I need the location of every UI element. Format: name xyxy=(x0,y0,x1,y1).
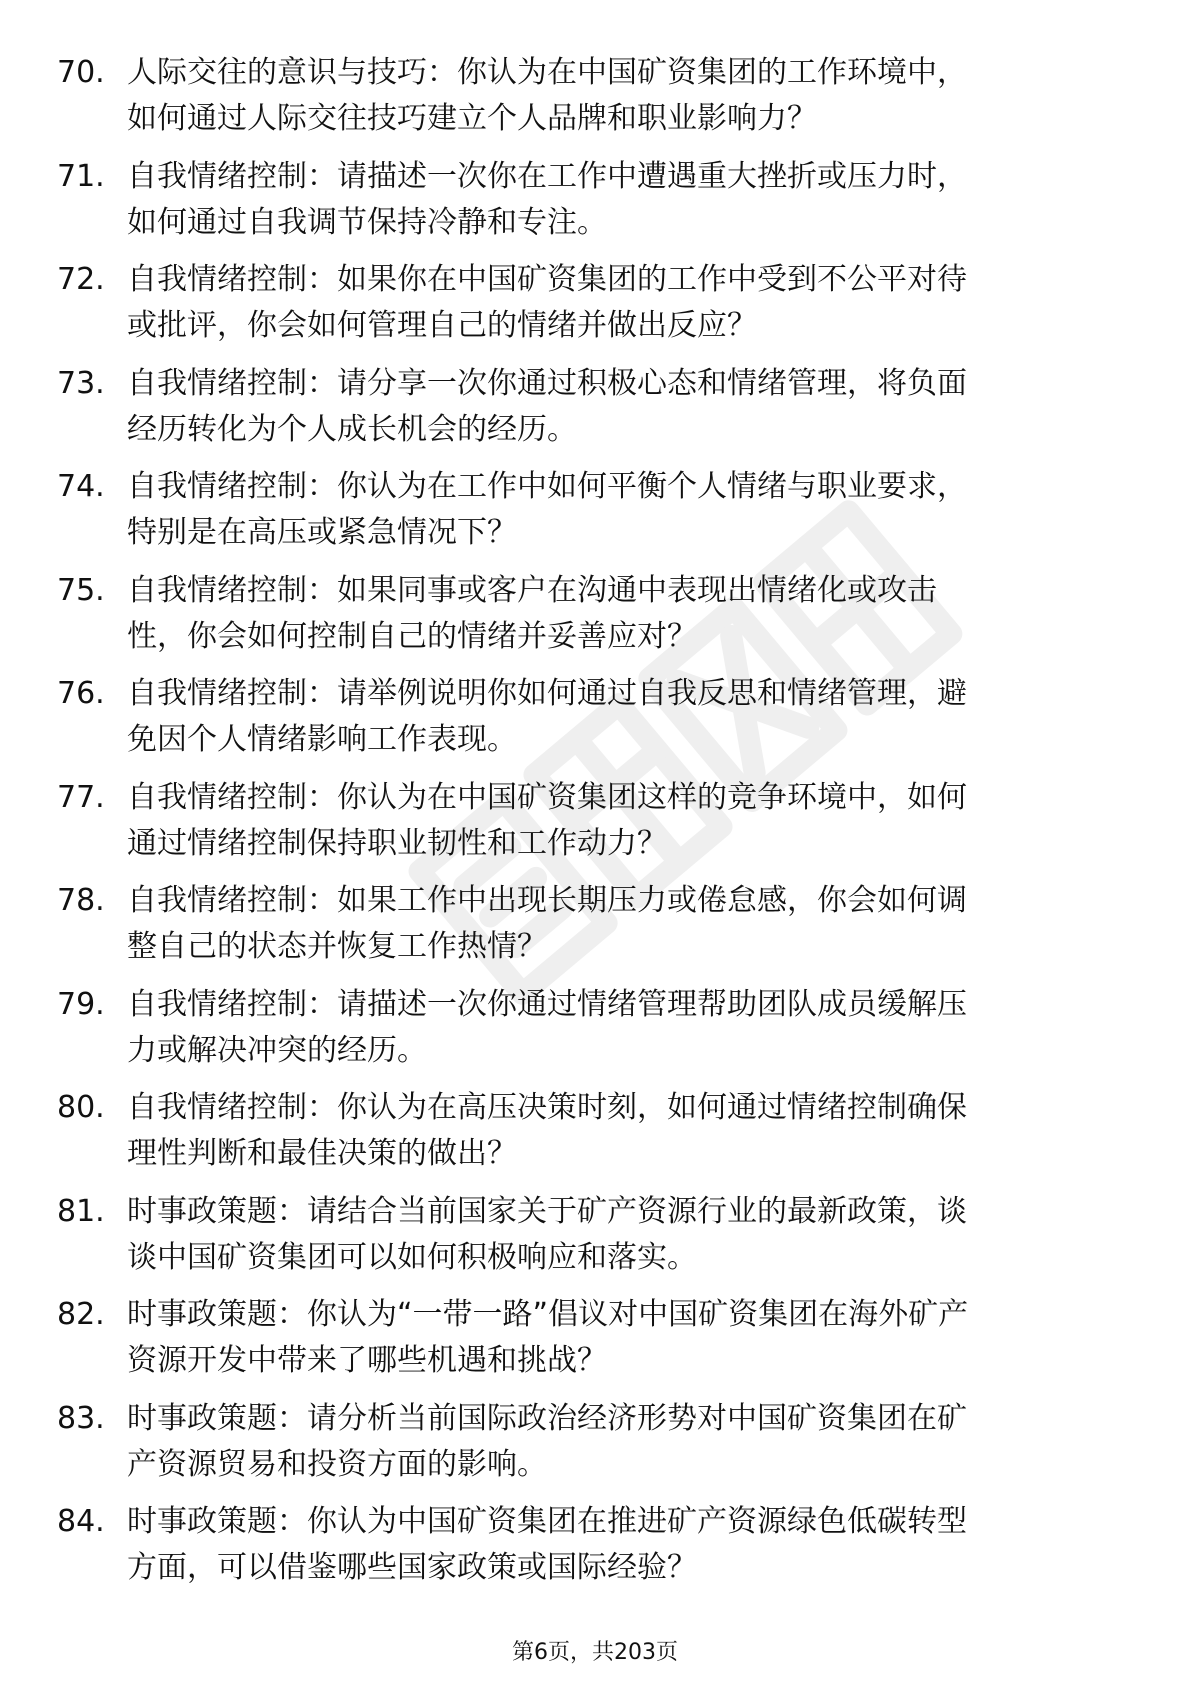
question-text: 自我情绪控制：请描述一次你在工作中遭遇重大挫折或压力时， 如何通过自我调节保持冷静和专注。 xyxy=(127,158,967,240)
question-number: 83. xyxy=(57,1400,105,1436)
question-item xyxy=(0,1499,1190,1603)
question-item xyxy=(0,1085,1190,1189)
page-footer: 第6页，共203页 xyxy=(512,1640,678,1665)
question-item xyxy=(0,1396,1190,1500)
question-text: 自我情绪控制：请描述一次你通过情绪管理帮助团队成员缓解压 力或解决冲突的经历。 xyxy=(127,986,967,1068)
question-number: 78. xyxy=(57,883,105,918)
question-number: 80. xyxy=(57,1090,105,1125)
question-number: 79. xyxy=(57,986,105,1022)
question-number: 76. xyxy=(57,676,105,711)
question-text: 时事政策题：请结合当前国家关于矿产资源行业的最新政策，谈 谈中国矿资集团可以如何积极响应和落实。 xyxy=(127,1193,967,1275)
question-number: 72. xyxy=(57,262,105,297)
question-number: 71. xyxy=(57,158,105,194)
question-item xyxy=(0,671,1190,775)
question-item xyxy=(0,464,1190,568)
question-text: 自我情绪控制：请分享一次你通过积极心态和情绪管理，将负面 经历转化为个人成长机会的经历。 xyxy=(127,365,967,447)
question-number: 82. xyxy=(57,1297,105,1332)
question-text: 自我情绪控制：你认为在高压决策时刻，如何通过情绪控制确保 理性判断和最佳决策的做出？ xyxy=(127,1090,967,1171)
question-text: 时事政策题：你认为“一带一路”倡议对中国矿资集团在海外矿产 资源开发中带来了哪些机遇和挑战？ xyxy=(127,1297,969,1378)
question-item xyxy=(0,361,1190,465)
question-number: 81. xyxy=(57,1193,105,1229)
question-text: 时事政策题：请分析当前国际政治经济形势对中国矿资集团在矿 产资源贸易和投资方面的影响。 xyxy=(127,1400,967,1482)
question-text: 自我情绪控制：如果你在中国矿资集团的工作中受到不公平对待 或批评，你会如何管理自己的情绪并做出反应？ xyxy=(127,262,967,343)
question-item xyxy=(0,775,1190,879)
question-item xyxy=(0,982,1190,1086)
question-text: 时事政策题：你认为中国矿资集团在推进矿产资源绿色低碳转型 方面，可以借鉴哪些国家政策或国际经验？ xyxy=(127,1504,967,1585)
question-number: 73. xyxy=(57,365,105,401)
question-number: 77. xyxy=(57,779,105,815)
question-item xyxy=(0,50,1190,154)
question-text: 人际交往的意识与技巧：你认为在中国矿资集团的工作环境中， 如何通过人际交往技巧建立个人品牌和职业影响力？ xyxy=(127,55,967,136)
question-number: 74. xyxy=(57,469,105,504)
question-item xyxy=(0,154,1190,258)
question-item xyxy=(0,878,1190,982)
question-item xyxy=(0,568,1190,672)
question-text: 自我情绪控制：如果工作中出现长期压力或倦怠感，你会如何调 整自己的状态并恢复工作热情？ xyxy=(127,883,967,964)
question-number: 75. xyxy=(57,572,105,608)
question-item xyxy=(0,1292,1190,1396)
question-item xyxy=(0,257,1190,361)
question-number: 70. xyxy=(57,55,105,90)
question-item xyxy=(0,1189,1190,1293)
question-text: 自我情绪控制：你认为在中国矿资集团这样的竞争环境中，如何 通过情绪控制保持职业韧性和工作动力？ xyxy=(127,779,967,861)
question-text: 自我情绪控制：请举例说明你如何通过自我反思和情绪管理，避 免因个人情绪影响工作表现。 xyxy=(127,676,967,757)
question-text: 自我情绪控制：如果同事或客户在沟通中表现出情绪化或攻击 性，你会如何控制自己的情绪并妥善应对？ xyxy=(127,572,937,654)
question-number: 84. xyxy=(57,1504,105,1539)
question-text: 自我情绪控制：你认为在工作中如何平衡个人情绪与职业要求， 特别是在高压或紧急情况下？ xyxy=(127,469,967,550)
question-list xyxy=(0,50,1190,1603)
